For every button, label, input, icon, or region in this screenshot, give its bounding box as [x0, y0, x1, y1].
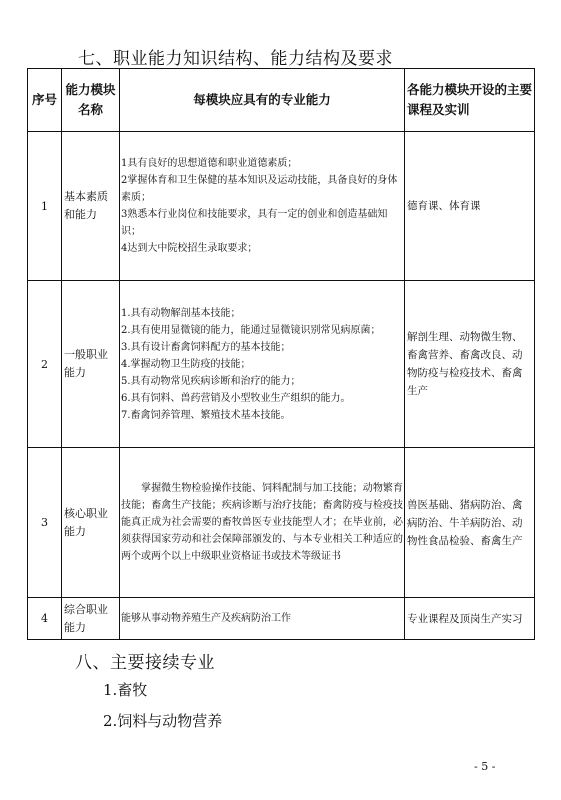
table-row [28, 598, 535, 640]
page-number: - 5 - [474, 760, 496, 773]
ability-item: 7.畜禽饲养管理、繁殖技术基本技能。 [121, 409, 291, 421]
header-abilities: 每模块应具有的专业能力 [120, 69, 405, 132]
row-no: 2 [28, 281, 62, 448]
ability-item: 1具有良好的思想道德和职业道德素质； [121, 158, 298, 169]
table-header-row [28, 69, 535, 132]
row-module-name: 综合职业能力 [62, 598, 120, 640]
header-module-name: 能力模块名称 [62, 69, 120, 132]
table-row [28, 281, 535, 448]
row-module-name: 基本素质和能力 [62, 132, 120, 281]
row-abilities [120, 132, 405, 281]
row-courses: 兽医基础、猪病防治、禽病防治、牛羊病防治、动物性食品检验、畜禽生产 [405, 448, 535, 598]
row-courses: 解剖生理、动物微生物、畜禽营养、畜禽改良、动物防疫与检疫技术、畜禽生产 [405, 281, 535, 448]
row-abilities [120, 448, 405, 598]
ability-item: 6.具有饲料、兽药营销及小型牧业生产组织的能力。 [121, 392, 351, 404]
header-no: 序号 [28, 69, 62, 132]
ability-item: 1.具有动物解剖基本技能； [121, 307, 241, 319]
continuation-major-item: 1.畜牧 [103, 681, 148, 699]
row-module-name: 核心职业能力 [62, 448, 120, 598]
ability-item: 3.具有设计畜禽饲料配方的基本技能； [121, 341, 291, 353]
ability-table [27, 68, 535, 640]
ability-item: 3熟悉本行业岗位和技能要求，具有一定的创业和创造基础知识； [121, 209, 388, 237]
ability-item: 2.具有使用显微镜的能力，能通过显微镜识别常见病原菌； [121, 324, 381, 336]
ability-paragraph: 能够从事动物养殖生产及疾病防治工作 [121, 613, 291, 624]
table-row [28, 132, 535, 281]
ability-item: 2掌握体育和卫生保健的基本知识及运动技能，具备良好的身体素质； [121, 175, 398, 203]
row-no: 1 [28, 132, 62, 281]
section-8-title: 八、主要接续专业 [75, 653, 215, 673]
header-courses: 各能力模块开设的主要课程及实训 [405, 69, 535, 132]
row-courses: 专业课程及顶岗生产实习 [405, 598, 535, 640]
row-module-name: 一般职业能力 [62, 281, 120, 448]
row-abilities [120, 598, 405, 640]
ability-item: 5.具有动物常见疾病诊断和治疗的能力； [121, 375, 301, 387]
ability-paragraph: 掌握微生物检验操作技能、饲料配制与加工技能；动物繁育技能；畜禽生产技能；疾病诊断与治疗技能；畜禽防疫与检疫技能真正成为社会需要的畜牧兽医专业技能型人才；在毕业前，必须获得国家劳动和社会保障部颁发的、与本专业相关工种适应的两个或两个以上中级职业资格证书或技术等级证书 [121, 483, 403, 562]
section-7-title: 七、职业能力知识结构、能力结构及要求 [78, 49, 393, 69]
row-abilities [120, 281, 405, 448]
ability-item: 4.掌握动物卫生防疫的技能； [121, 358, 251, 370]
row-no: 4 [28, 598, 62, 640]
table-row [28, 448, 535, 598]
continuation-major-item: 2.饲料与动物营养 [103, 712, 223, 730]
ability-item: 4达到大中院校招生录取要求； [121, 243, 258, 254]
row-no: 3 [28, 448, 62, 598]
row-courses: 德育课、体育课 [405, 132, 535, 281]
